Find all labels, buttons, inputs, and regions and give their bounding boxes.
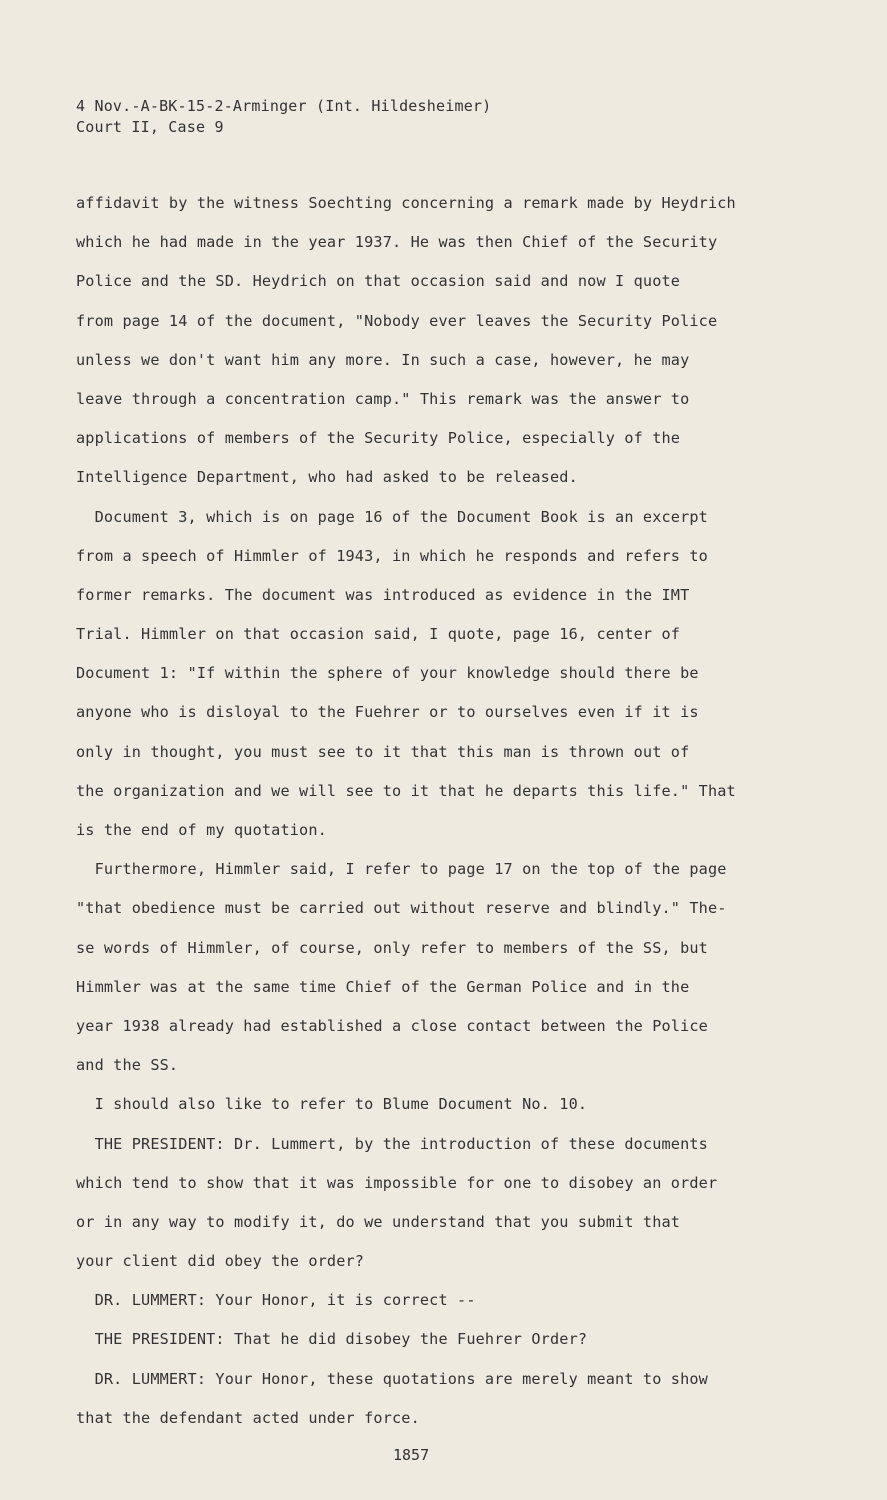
text-line: that the defendant acted under force. (76, 1408, 420, 1427)
text-line: affidavit by the witness Soechting concerning a remark made by Heydrich (76, 194, 736, 212)
text-line: from a speech of Himmler of 1943, in which he responds and refers to (76, 546, 708, 565)
text-line: which he had made in the year 1937. He was then Chief of the Security (76, 233, 718, 252)
header-court-line: Court II, Case 9 (76, 118, 224, 136)
text-line: only in thought, you must see to it that this man is thrown out of (76, 742, 690, 761)
text-line: Police and the SD. Heydrich on that occasion said and now I quote (76, 272, 681, 291)
text-line: Intelligence Department, who had asked to be released. (76, 468, 578, 487)
text-line: former remarks. The document was introduced as evidence in the IMT (76, 585, 690, 604)
text-line: DR. LUMMERT: Your Honor, it is correct -- (76, 1291, 476, 1310)
text-line: from page 14 of the document, "Nobody ever leaves the Security Police (76, 311, 718, 330)
text-line: and the SS. (76, 1056, 179, 1075)
page-number: 1857 (393, 1446, 430, 1464)
text-line: or in any way to modify it, do we understand that you submit that (76, 1212, 681, 1231)
text-line: Document 1: "If within the sphere of your knowledge should there be (76, 664, 699, 683)
text-line: unless we don't want him any more. In such a case, however, he may (76, 350, 690, 369)
text-line: Furthermore, Himmler said, I refer to page 17 on the top of the page (76, 860, 727, 879)
text-line: which tend to show that it was impossible for one to disobey an order (76, 1173, 718, 1192)
text-line: Trial. Himmler on that occasion said, I quote, page 16, center of (76, 625, 681, 644)
text-line: I should also like to refer to Blume Document No. 10. (76, 1095, 588, 1114)
text-line: THE PRESIDENT: That he did disobey the Fuehrer Order? (76, 1330, 588, 1349)
text-line: "that obedience must be carried out without reserve and blindly." The- (76, 899, 727, 918)
transcript-body (76, 184, 776, 1438)
text-line: your client did obey the order? (76, 1252, 365, 1271)
text-line: applications of members of the Security Police, especially of the (76, 429, 681, 448)
text-line: Himmler was at the same time Chief of the German Police and in the (76, 977, 690, 996)
text-line: the organization and we will see to it that he departs this life." That (76, 781, 736, 800)
text-line: is the end of my quotation. (76, 821, 327, 839)
text-line: se words of Himmler, of course, only refer to members of the SS, but (76, 938, 708, 957)
text-line: anyone who is disloyal to the Fuehrer or to ourselves even if it is (76, 703, 699, 722)
text-line: leave through a concentration camp." This remark was the answer to (76, 389, 690, 408)
text-line: year 1938 already had established a close contact between the Police (76, 1016, 708, 1035)
header-session-line: 4 Nov.-A-BK-15-2-Arminger (Int. Hildesheimer) (76, 97, 492, 115)
text-line: THE PRESIDENT: Dr. Lummert, by the introduction of these documents (76, 1134, 708, 1153)
document-header (76, 96, 491, 138)
text-line: Document 3, which is on page 16 of the Document Book is an excerpt (76, 507, 708, 526)
text-line: DR. LUMMERT: Your Honor, these quotations are merely meant to show (76, 1369, 708, 1388)
